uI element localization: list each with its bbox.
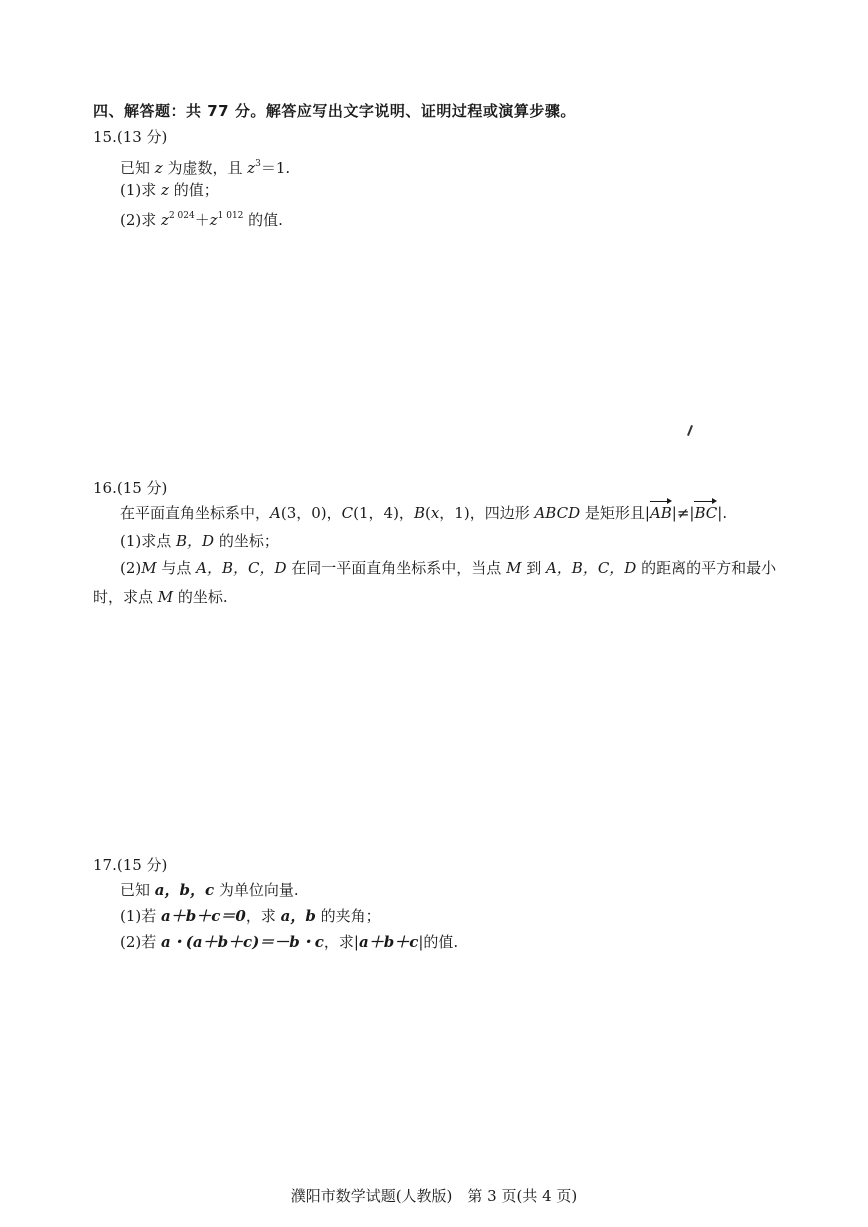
q17-part1: (1)若 a＋b＋c＝0，求 a，b 的夹角； [120, 907, 381, 925]
q15-part2: (2)求 $z^{2 024}+z^{1 012}$ 的值. [120, 211, 283, 229]
q16-part2: (2)M 与点 A，B，C，D 在同一平面直角坐标系中，当点 M 到 A，B，C，D 的距离的平方和最小 [120, 559, 777, 577]
q16-part2-continued: 时，求点 M 的坐标. [93, 588, 228, 606]
vector-ab: AB [649, 504, 672, 522]
q17-header: 17.(15 分) [93, 856, 168, 874]
q15-premise: 已知 z 为虚数，且 $z^3=1$. [120, 159, 291, 177]
q17-premise: 已知 a，b，c 为单位向量. [120, 881, 299, 899]
q16-premise: 在平面直角坐标系中，A(3，0)，C(1，4)，B(x，1)，四边形 ABCD 是矩形且|AB|≠|BC|. [120, 504, 728, 522]
vector-bc: BC [694, 504, 718, 522]
q17-part2: (2)若 a・(a＋b＋c)＝－b・c，求|a＋b＋c|的值. [120, 933, 459, 951]
q15-header: 15.(13 分) [93, 128, 168, 146]
page-footer: 濮阳市数学试题(人教版) 第 3 页(共 4 页) [290, 1187, 578, 1205]
q15-part1: (1)求 z 的值； [120, 181, 219, 199]
stray-pen-mark [687, 425, 693, 436]
q16-header: 16.(15 分) [93, 479, 168, 497]
q16-part1: (1)求点 B，D 的坐标； [120, 532, 279, 550]
section-heading: 四、解答题：共 77 分。解答应写出文字说明、证明过程或演算步骤。 [93, 102, 576, 120]
